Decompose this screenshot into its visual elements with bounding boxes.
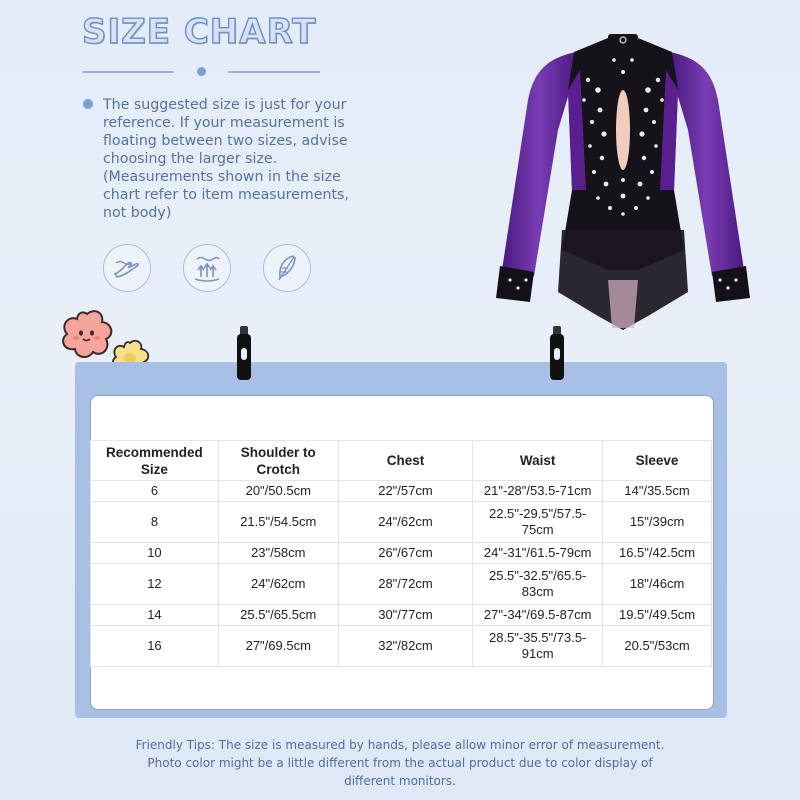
table-cell: 16 [91, 626, 219, 667]
friendly-tips: Friendly Tips: The size is measured by hands, please allow minor error of measurement. Photo color might be a little different from the actual product due to color display of different monitors. [135, 738, 665, 788]
table-cell: 10 [91, 543, 219, 564]
table-cell: 15"/39cm [603, 502, 712, 543]
board-clip-left [237, 334, 251, 380]
column-header: Sleeve [603, 441, 712, 481]
table-cell: 22.5"-29.5"/57.5-75cm [473, 502, 603, 543]
title-divider-left [82, 71, 174, 73]
leotard-product-image [488, 30, 758, 340]
table-cell: 24"/62cm [338, 502, 473, 543]
column-header: Recommended Size [91, 441, 219, 481]
table-row [91, 605, 712, 626]
table-cell: 20.5"/53cm [603, 626, 712, 667]
table-cell: 19.5"/49.5cm [603, 605, 712, 626]
table-cell: 27"/69.5cm [218, 626, 338, 667]
feather-icon [263, 244, 311, 292]
board-clip-right [550, 334, 564, 380]
table-cell: 8 [91, 502, 219, 543]
stretch-arrows-icon [183, 244, 231, 292]
table-cell: 16.5"/42.5cm [603, 543, 712, 564]
table-cell: 21.5"/54.5cm [218, 502, 338, 543]
hand-wave-icon [103, 244, 151, 292]
table-cell: 30"/77cm [338, 605, 473, 626]
table-row [91, 543, 712, 564]
table-row [91, 626, 712, 667]
table-cell: 28.5"-35.5"/73.5-91cm [473, 626, 603, 667]
table-cell: 26"/67cm [338, 543, 473, 564]
column-header: Shoulder to Crotch [218, 441, 338, 481]
column-header: Chest [338, 441, 473, 481]
table-cell: 12 [91, 564, 219, 605]
table-cell: 6 [91, 481, 219, 502]
table-cell: 24"-31"/61.5-79cm [473, 543, 603, 564]
table-cell: 22"/57cm [338, 481, 473, 502]
table-cell: 24"/62cm [218, 564, 338, 605]
table-row [91, 564, 712, 605]
title-divider-dot [197, 67, 206, 76]
table-cell: 32"/82cm [338, 626, 473, 667]
page-title: SIZE CHART [82, 12, 317, 52]
table-cell: 14"/35.5cm [603, 481, 712, 502]
table-cell: 21"-28"/53.5-71cm [473, 481, 603, 502]
size-table [90, 440, 712, 667]
title-divider-right [228, 71, 320, 73]
table-cell: 28"/72cm [338, 564, 473, 605]
table-cell: 27"-34"/69.5-87cm [473, 605, 603, 626]
table-cell: 18"/46cm [603, 564, 712, 605]
table-header-row [91, 441, 712, 481]
size-note: The suggested size is just for your reference. If your measurement is floating between two sizes, advise choosing the larger size. (Measurements shown in the size chart refer to item measurements, not body) [103, 97, 349, 221]
table-cell: 20"/50.5cm [218, 481, 338, 502]
table-cell: 14 [91, 605, 219, 626]
table-cell: 25.5"-32.5"/65.5-83cm [473, 564, 603, 605]
table-row [91, 502, 712, 543]
column-header: Waist [473, 441, 603, 481]
note-bullet [83, 99, 93, 109]
table-row [91, 481, 712, 502]
table-cell: 25.5"/65.5cm [218, 605, 338, 626]
table-cell: 23"/58cm [218, 543, 338, 564]
